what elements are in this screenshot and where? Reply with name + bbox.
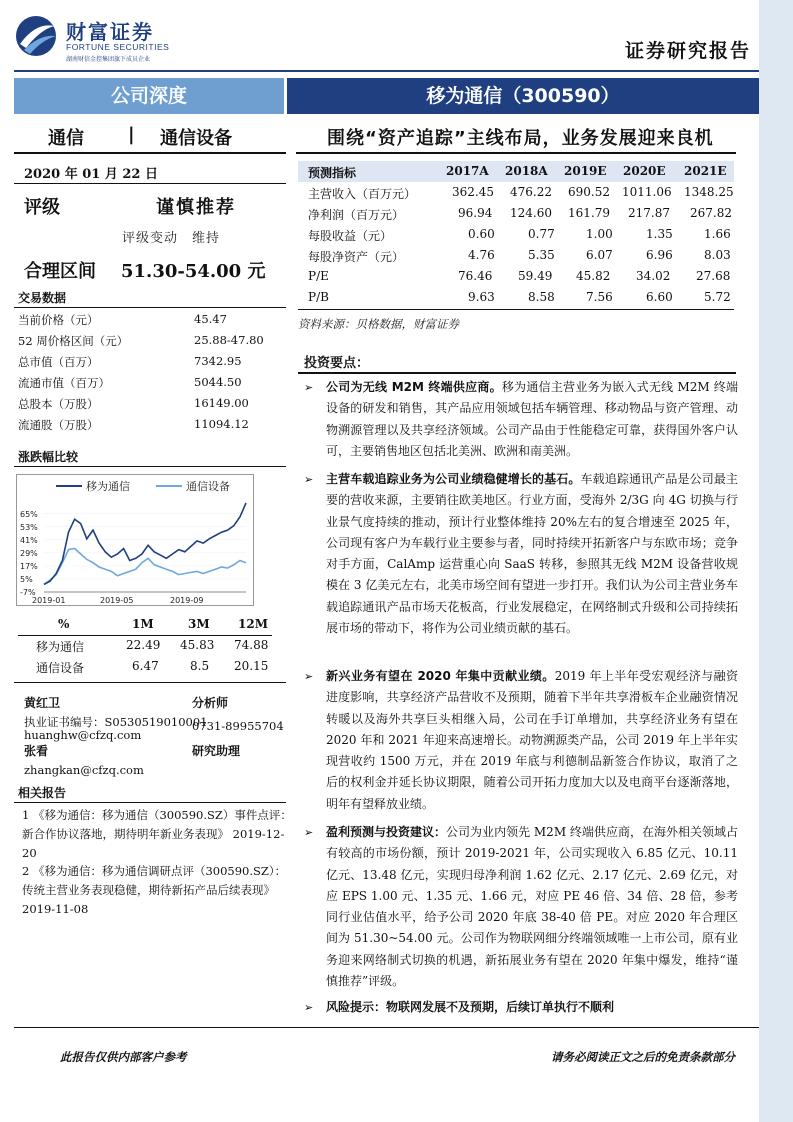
- analyst-rule: [14, 682, 286, 683]
- related-title: 相关报告: [18, 786, 67, 800]
- arrow-bullet-icon: ➢: [304, 381, 314, 394]
- y-tick-label: 41%: [20, 535, 38, 545]
- perf-header-cell: 1M: [132, 617, 154, 631]
- trading-title: 交易数据: [18, 291, 67, 305]
- forecast-row: [298, 266, 734, 287]
- forecast-cell: 476.22: [510, 185, 552, 199]
- logo-en: FORTUNE SECURITIES: [66, 42, 170, 52]
- forecast-cell: 主营收入（百万元）: [308, 187, 417, 201]
- forecast-cell: 34.02: [636, 269, 671, 283]
- y-tick-label: -7%: [20, 588, 36, 597]
- invest-point-head: 新兴业务有望在 2020 年集中贡献业绩。: [326, 669, 555, 683]
- trading-key: 当前价格（元）: [18, 313, 99, 327]
- analyst-2-role: 研究助理: [192, 744, 241, 758]
- invest-point-body: 2019 年上半年受宏观经济与融资进度影响，共享经济产品营收不及预期，随着下半年共享滑板车企业融资情况转暖以及海外共享巨头相继入局，公司在手订单增加，共享经济业务有望在 2020 年和 2021 年迎来高速增长。动物溯源类产品，公司 2019 年上半年实现营收约 1500 万元，并在 2019 年底与利德制品新签合作协议，取消了之后的权利金并延长协议期限，随着公司开拓力度加大以及电商平台逐渐落地，明年有望释放业绩。: [326, 669, 738, 811]
- invest-point-body: 移为通信主营业务为嵌入式无线 M2M 终端设备的研发和销售，其产品应用领域包括车辆管理、移动物品与资产管理、动物溯源管理以及共享经济领域。公司产品由于性能稳定可靠，获得国外客户认可，主要销售地区包括北美洲、欧洲和南美洲。: [326, 380, 738, 458]
- forecast-cell: 267.82: [690, 206, 732, 220]
- invest-point: [298, 997, 738, 1018]
- trading-row: [18, 351, 288, 372]
- perf-header-cell: 3M: [188, 617, 210, 631]
- forecast-cell: 1.35: [646, 227, 673, 241]
- perf-row: [18, 635, 272, 656]
- trading-row: [18, 372, 288, 393]
- trading-key: 总市值（百万）: [18, 355, 99, 369]
- analyst-1-name: 黄红卫: [24, 696, 61, 710]
- trading-rule: [14, 307, 286, 308]
- y-tick-label: 53%: [20, 522, 38, 532]
- forecast-cell: 124.60: [510, 206, 552, 220]
- forecast-header-row: [298, 161, 734, 182]
- forecast-cell: 27.68: [696, 269, 731, 283]
- forecast-cell: 1.66: [704, 227, 731, 241]
- forecast-header-cell: 2021E: [684, 164, 727, 178]
- y-tick-label: 17%: [20, 561, 38, 571]
- x-tick-label: 2019-01: [32, 596, 66, 605]
- footer-rule: [14, 1027, 759, 1028]
- forecast-cell: 9.63: [468, 290, 495, 304]
- analyst-1-cert: 执业证书编号：S0530519010001: [24, 715, 208, 729]
- forecast-cell: P/B: [308, 290, 329, 304]
- header-rule: [14, 70, 759, 72]
- analyst-2-name: 张看: [24, 744, 49, 758]
- perf-cell: 8.5: [190, 659, 210, 673]
- forecast-cell: 7.56: [586, 290, 613, 304]
- forecast-cell: 5.35: [528, 248, 555, 262]
- y-tick-label: 29%: [20, 548, 38, 558]
- forecast-cell: 217.87: [628, 206, 670, 220]
- perf-cell: 45.83: [180, 638, 215, 652]
- invest-point: [298, 469, 738, 639]
- analyst-1-role: 分析师: [192, 696, 229, 710]
- trading-key: 流通股（万股）: [18, 418, 99, 432]
- forecast-cell: 每股净资产（元）: [308, 250, 405, 264]
- legend-label: 移为通信: [86, 480, 130, 493]
- x-tick-label: 2019-09: [170, 596, 204, 605]
- perf-cell: 20.15: [234, 659, 269, 673]
- title-rule: [296, 152, 736, 154]
- invest-point: [298, 666, 738, 815]
- related-rule: [14, 802, 286, 803]
- y-tick-label: 5%: [20, 574, 33, 584]
- trading-value: 11094.12: [194, 417, 249, 431]
- performance-chart: [16, 474, 254, 606]
- invest-rule: [298, 372, 736, 374]
- logo-sub: 湖南财信金控集团旗下成员企业: [66, 56, 151, 63]
- trading-row: [18, 393, 288, 414]
- forecast-cell: 6.96: [646, 248, 673, 262]
- invest-point: [298, 377, 738, 462]
- perf-row: [18, 656, 272, 677]
- arrow-bullet-icon: ➢: [304, 670, 314, 683]
- forecast-source: 资料来源：贝格数据，财富证券: [298, 317, 459, 331]
- arrow-bullet-icon: ➢: [304, 826, 314, 839]
- forecast-row: [298, 224, 734, 245]
- perf-header-row: [18, 614, 272, 635]
- forecast-cell: 8.03: [704, 248, 731, 262]
- forecast-cell: P/E: [308, 269, 329, 283]
- trading-row: [18, 414, 288, 435]
- forecast-cell: 59.49: [518, 269, 553, 283]
- analyst-1-email[interactable]: huanghw@cfzq.com: [24, 728, 142, 742]
- trading-key: 流通市值（百万）: [18, 376, 110, 390]
- forecast-cell: 4.76: [468, 248, 495, 262]
- band-left: 公司深度: [14, 78, 284, 114]
- forecast-header-cell: 2017A: [446, 164, 489, 178]
- forecast-cell: 1011.06: [622, 185, 672, 199]
- analyst-1-phone: 0731-89955704: [192, 719, 284, 733]
- footer-right: 请务必阅读正文之后的免责条款部分: [551, 1050, 735, 1064]
- trading-value: 7342.95: [194, 354, 242, 368]
- forecast-cell: 1348.25: [684, 185, 734, 199]
- forecast-header-cell: 2019E: [564, 164, 607, 178]
- perf-cell: 6.47: [132, 659, 159, 673]
- invest-point-head: 主营车载追踪业务为公司业绩稳健增长的基石。: [326, 472, 581, 486]
- trading-value: 5044.50: [194, 375, 242, 389]
- industry-sector: 通信: [48, 128, 84, 149]
- rating-value: 谨慎推荐: [156, 197, 236, 218]
- forecast-row: [298, 182, 734, 203]
- side-bar: [759, 0, 793, 1122]
- forecast-table: [298, 161, 734, 308]
- date-rule: [14, 183, 286, 184]
- forecast-cell: 45.82: [576, 269, 611, 283]
- forecast-cell: 161.79: [568, 206, 610, 220]
- footer-left: 此报告仅供内部客户参考: [60, 1050, 187, 1064]
- report-type: 证券研究报告: [624, 40, 751, 62]
- forecast-row: [298, 203, 734, 224]
- forecast-cell: 362.45: [452, 185, 494, 199]
- perf-header-cell: 12M: [238, 617, 268, 631]
- forecast-cell: 6.07: [586, 248, 613, 262]
- forecast-bottom-rule: [298, 309, 734, 310]
- forecast-cell: 0.60: [468, 227, 495, 241]
- range-value: 51.30-54.00 元: [121, 261, 266, 282]
- industry: [14, 124, 286, 154]
- invest-point-body: 公司为业内领先 M2M 终端供应商，在海外相关领域占有较高的市场份额，预计 2019-2021 年，公司实现收入 6.85 亿元、10.11 亿元、13.48 亿元，实现归母净利润 1.62 亿元、2.17 亿元、2.69 亿元，对应 EPS 1.00 元、1.35 元、1.66 元，对应 PE 46 倍、34 倍、28 倍，参考同行业估值水平，给予公司 2020 年底 38-40 倍 PE。对应 2020 年合理区间为 51.30~54.00 元。公司作为物联网细分终端领域唯一上市公司，原有业务迎来网络制式切换的机遇，新拓展业务有望在 2020 年集中爆发，维持“谨慎推荐”评级。: [326, 825, 738, 989]
- related-item[interactable]: 1 《移为通信：移为通信（300590.SZ）事件点评：新合作协议落地，期待明年新业务表现》 2019-12-20: [22, 808, 292, 860]
- logo: [14, 14, 194, 66]
- forecast-cell: 每股收益（元）: [308, 229, 393, 243]
- invest-point-head: 风险提示：物联网发展不及预期，后续订单执行不顺利: [326, 1000, 615, 1014]
- perf-cell: 74.88: [234, 638, 269, 652]
- x-tick-label: 2019-05: [100, 596, 134, 605]
- chart-rule: [14, 466, 286, 467]
- forecast-cell: 8.58: [528, 290, 555, 304]
- y-tick-label: 65%: [20, 509, 38, 519]
- forecast-cell: 5.72: [704, 290, 731, 304]
- trading-row: [18, 330, 288, 351]
- forecast-cell: 76.46: [458, 269, 493, 283]
- band-right: 移为通信（300590）: [287, 78, 759, 114]
- forecast-cell: 1.00: [586, 227, 613, 241]
- range-label: 合理区间: [24, 261, 96, 282]
- trading-key: 总股本（万股）: [18, 397, 99, 411]
- forecast-row: [298, 287, 734, 308]
- forecast-row: [298, 245, 734, 266]
- related-item[interactable]: 2 《移为通信：移为通信调研点评（300590.SZ）：传统主营业务表现稳健，期待新拓产品后续表现》 2019-11-08: [22, 864, 287, 916]
- arrow-bullet-icon: ➢: [304, 473, 314, 486]
- perf-cell: 22.49: [126, 638, 161, 652]
- rating-change: 评级变动 维持: [122, 231, 221, 246]
- forecast-cell: 6.60: [646, 290, 673, 304]
- industry-subsector: 通信设备: [160, 128, 232, 149]
- legend-label: 通信设备: [186, 480, 230, 493]
- forecast-header-cell: 预测指标: [308, 166, 357, 180]
- trading-value: 25.88-47.80: [194, 333, 264, 347]
- forecast-header-cell: 2018A: [505, 164, 548, 178]
- trading-value: 45.47: [194, 312, 227, 326]
- arrow-bullet-icon: ➢: [304, 1001, 314, 1014]
- perf-cell: 移为通信: [36, 640, 85, 654]
- invest-point-head: 盈利预测与投资建议：: [326, 825, 447, 839]
- chart-section-title: 涨跌幅比较: [18, 450, 79, 464]
- analyst-2-email[interactable]: zhangkan@cfzq.com: [24, 763, 144, 777]
- industry-rule: [14, 152, 286, 154]
- industry-separator: |: [128, 124, 135, 145]
- forecast-cell: 净利润（百万元）: [308, 208, 405, 222]
- forecast-cell: 96.94: [458, 206, 493, 220]
- invest-point-head: 公司为无线 M2M 终端供应商。: [326, 380, 502, 394]
- logo-mark-icon: [14, 14, 58, 58]
- forecast-cell: 0.77: [528, 227, 555, 241]
- performance-table: [18, 614, 272, 677]
- rating-label: 评级: [24, 197, 60, 218]
- invest-title: 投资要点：: [304, 356, 370, 371]
- main-title: 围绕“资产追踪”主线布局，业务发展迎来良机: [327, 128, 714, 149]
- forecast-header-cell: 2020E: [623, 164, 666, 178]
- perf-cell: 通信设备: [36, 661, 85, 675]
- trading-key: 52 周价格区间（元）: [18, 334, 129, 348]
- trading-value: 16149.00: [194, 396, 249, 410]
- invest-point: [298, 822, 738, 992]
- trading-row: [18, 309, 288, 330]
- report-date: 2020 年 01 月 22 日: [24, 167, 158, 182]
- invest-point-body: 车载追踪通讯产品是公司最主要的营收来源，主要销往欧美地区。行业方面，受海外 2/3G 向 4G 切换与行业景气度持续的推动，预计行业整体维持 20%左右的复合增速至 2025 年，公司现有客户为车载行业主要参与者，同时持续开拓新客户与东欧市场；竞争对手方面，CalAmp 运营重心向 SaaS 转移，参照其无线 M2M 设备营收规模在 3 亿美元左右，北美市场空间有望进一步打开。我们认为公司主营业务车载追踪通讯产品市场天花板高，行业发展稳定，在网络制式升级和公司持续拓展市场的带动下，将作为公司业绩贡献的基石。: [326, 472, 738, 636]
- forecast-cell: 690.52: [568, 185, 610, 199]
- logo-cn: 财富证券: [66, 20, 154, 44]
- perf-header-cell: %: [58, 617, 70, 631]
